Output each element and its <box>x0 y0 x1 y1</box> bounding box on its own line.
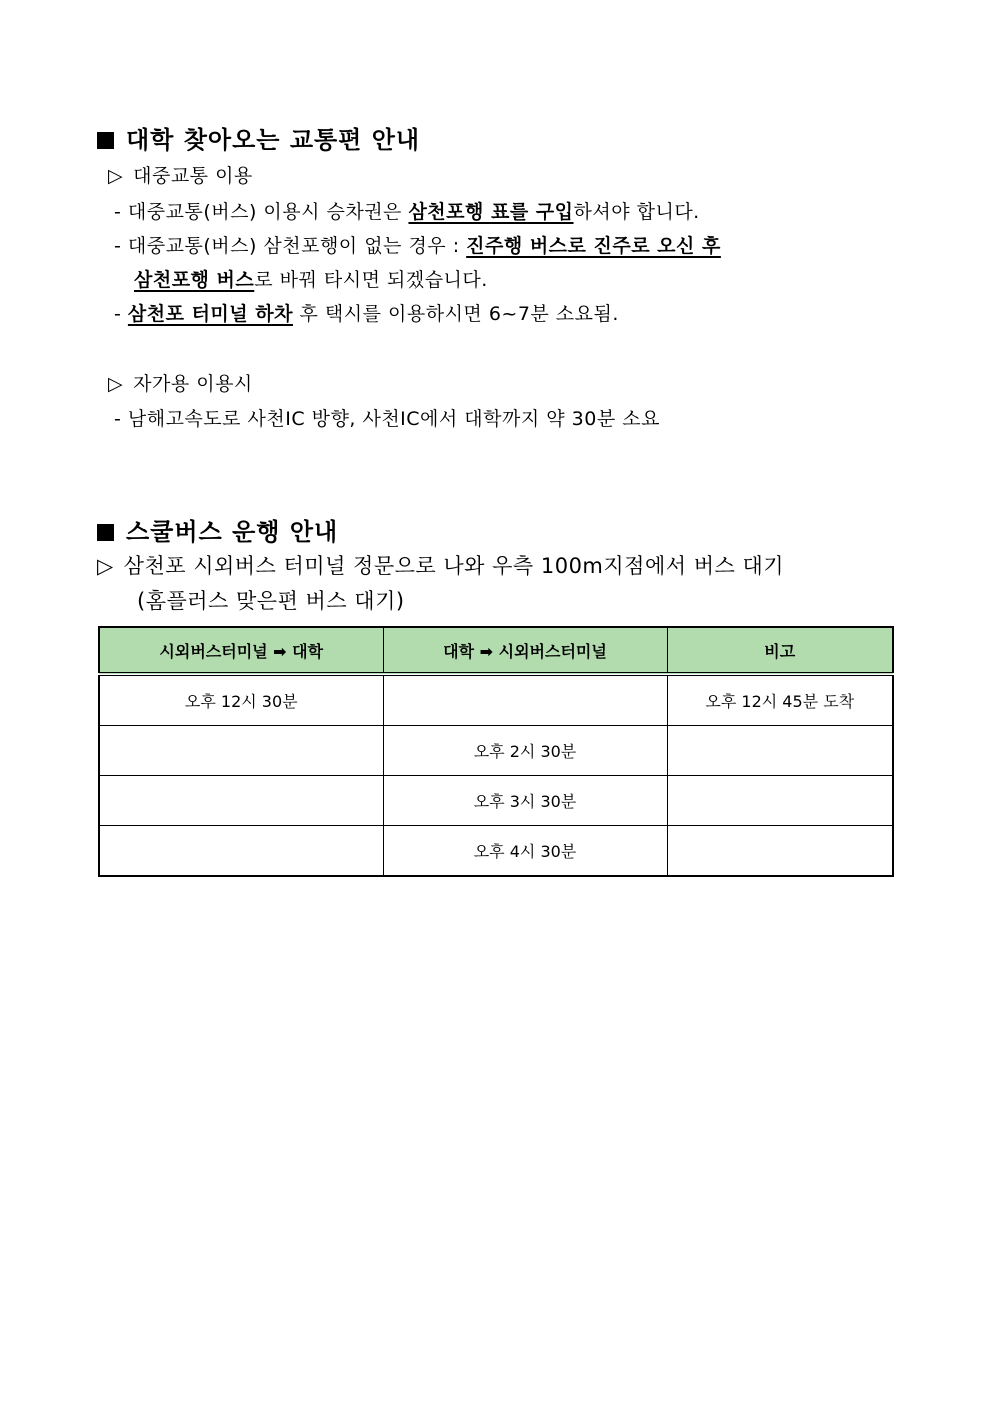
public-transport-line-4: - 삼천포 터미널 하차 후 택시를 이용하시면 6~7분 소요됨. <box>114 303 619 325</box>
table-cell <box>667 826 893 877</box>
bus-stop-note: ▷ 삼천포 시외버스 터미널 정문으로 나와 우측 100m지점에서 버스 대기 <box>97 554 785 578</box>
square-bullet-icon <box>97 524 114 541</box>
header-univ-to-terminal: 대학 ➡ 시외버스터미널 <box>383 627 667 674</box>
school-bus-schedule-table <box>98 626 894 877</box>
bus-stop-note-2: (홈플러스 맞은편 버스 대기) <box>137 589 405 613</box>
table-cell: 오후 12시 45분 도착 <box>667 674 893 726</box>
table-cell: 오후 4시 30분 <box>383 826 667 877</box>
public-transport-heading: ▷ 대중교통 이용 <box>108 165 253 187</box>
car-line-1: - 남해고속도로 사천IC 방향, 사천IC에서 대학까지 약 30분 소요 <box>114 408 660 430</box>
table-row <box>99 826 893 877</box>
table-cell <box>99 726 383 776</box>
header-remarks: 비고 <box>667 627 893 674</box>
public-transport-line-2: - 대중교통(버스) 삼천포행이 없는 경우 : 진주행 버스로 진주로 오신 후 <box>114 235 721 257</box>
section-1-title: 대학 찾아오는 교통편 안내 <box>97 120 420 155</box>
table-header-row <box>99 627 893 674</box>
table-cell <box>667 776 893 826</box>
section-2-title: 스쿨버스 운행 안내 <box>97 512 338 547</box>
table-row <box>99 776 893 826</box>
public-transport-line-3: 삼천포행 버스로 바꿔 타시면 되겠습니다. <box>134 269 488 291</box>
header-terminal-to-univ: 시외버스터미널 ➡ 대학 <box>99 627 383 674</box>
table-cell: 오후 3시 30분 <box>383 776 667 826</box>
table-cell: 오후 2시 30분 <box>383 726 667 776</box>
table-cell: 오후 12시 30분 <box>99 674 383 726</box>
table-cell <box>667 726 893 776</box>
triangle-bullet-icon: ▷ <box>108 373 124 395</box>
table-cell <box>99 776 383 826</box>
triangle-bullet-icon: ▷ <box>108 165 124 187</box>
triangle-bullet-icon: ▷ <box>97 554 114 578</box>
table-cell <box>383 674 667 726</box>
square-bullet-icon <box>97 132 114 149</box>
car-heading: ▷ 자가용 이용시 <box>108 373 253 395</box>
table-row <box>99 674 893 726</box>
public-transport-line-1: - 대중교통(버스) 이용시 승차권은 삼천포행 표를 구입하셔야 합니다. <box>114 201 700 223</box>
table-row <box>99 726 893 776</box>
table-cell <box>99 826 383 877</box>
